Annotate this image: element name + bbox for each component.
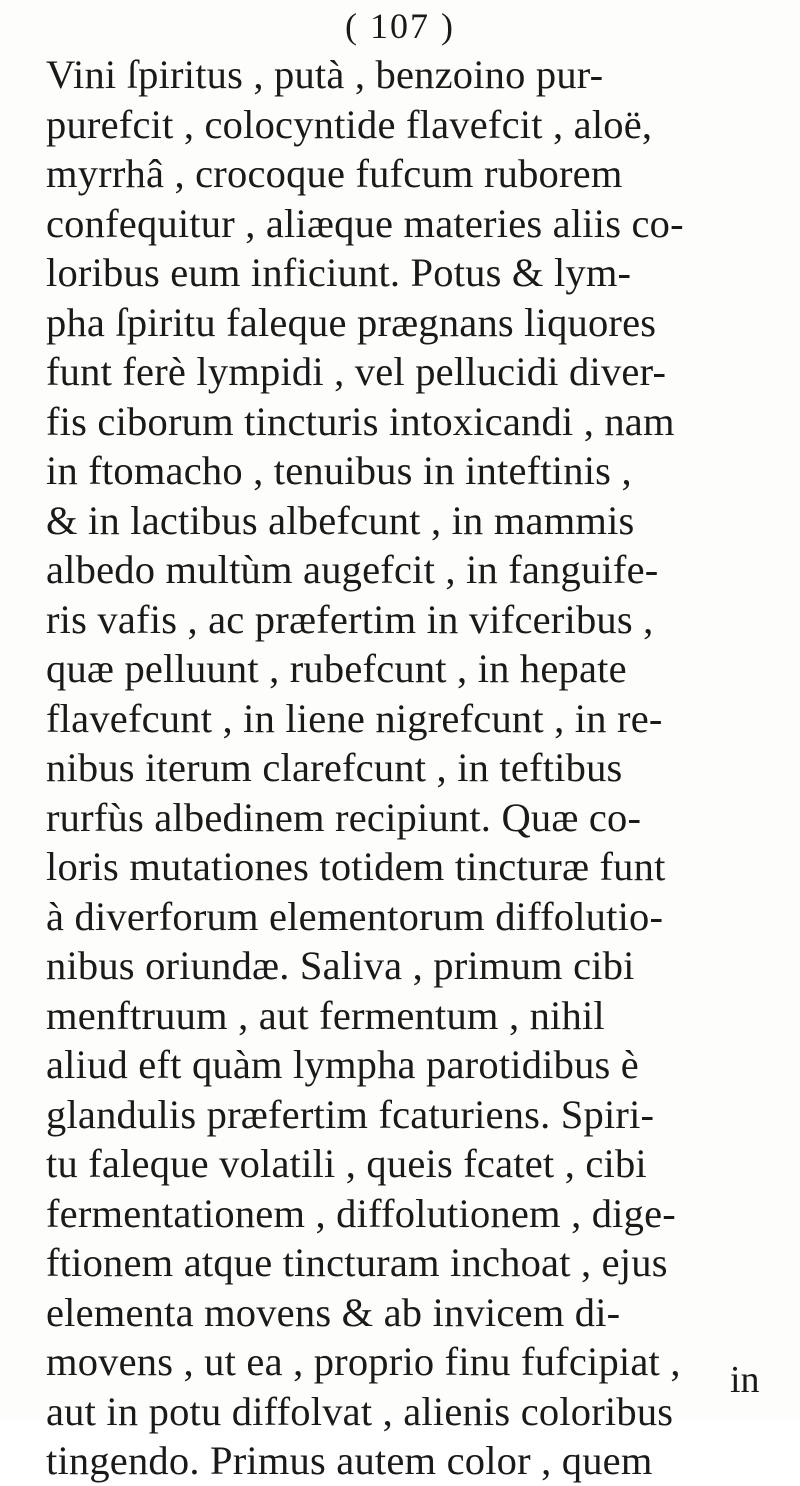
- text-line: tu faleque volatili , queis fcatet , cibi: [46, 1141, 647, 1186]
- text-line: fis ciborum tincturis intoxicandi , nam: [46, 398, 675, 444]
- page-number: ( 107 ): [345, 6, 455, 46]
- text-line: flavefcunt , in liene nigrefcunt , in re-: [46, 695, 663, 741]
- text-line: nibus oriundæ. Saliva , primum cibi: [46, 943, 635, 988]
- text-line: movens , ut ea , proprio finu fufcipiat ,: [46, 1339, 681, 1384]
- text-line: funt ferè lympidi , vel pellucidi diver-: [46, 349, 667, 394]
- text-line: rurfùs albedinem recipiunt. Quæ co-: [46, 794, 642, 840]
- text-line: nibus iterum clarefcunt , in teftibus: [46, 745, 623, 790]
- text-line: in ftomacho , tenuibus in inteftinis ,: [46, 448, 632, 493]
- text-line: myrrhâ , crocoque fufcum ruborem: [46, 151, 623, 196]
- text-line: quæ pelluunt , rubefcunt , in hepate: [46, 646, 627, 691]
- body-text: [46, 50, 786, 1486]
- text-line: ris vafis , ac præfertim in vifceribus ,: [46, 596, 654, 642]
- text-line: loris mutationes totidem tincturæ funt: [46, 844, 666, 889]
- text-line: pha ſpiritu faleque prægnans liquores: [46, 299, 657, 345]
- catchword: in: [730, 1359, 760, 1401]
- text-line: aliud eft quàm lympha parotidibus è: [46, 1042, 639, 1087]
- text-line: loribus eum inficiunt. Potus & lym-: [46, 250, 632, 295]
- text-line: à diverforum elementorum diffolutio-: [46, 893, 664, 939]
- text-line: & in lactibus albefcunt , in mammis: [46, 497, 635, 543]
- text-line: ftionem atque tincturam inchoat , ejus: [46, 1240, 668, 1285]
- text-line: aut in potu diffolvat , alienis coloribus: [46, 1388, 674, 1434]
- text-line: elementa movens & ab invicem di-: [46, 1289, 621, 1335]
- text-line: albedo multùm augefcit , in fanguife-: [46, 547, 659, 592]
- text-line: menftruum , aut fermentum , nihil: [46, 992, 605, 1038]
- text-line: glandulis præfertim fcaturiens. Spiri-: [46, 1091, 655, 1137]
- text-line: tingendo. Primus autem color , quem: [46, 1438, 653, 1483]
- text-line: Vini ſpiritus , putà , benzoino pur-: [46, 52, 604, 97]
- text-line: confequitur , aliæque materies aliis co-: [46, 200, 684, 246]
- text-line: purefcit , colocyntide flavefcit , aloë,: [46, 101, 653, 147]
- text-line: fermentationem , diffolutionem , dige-: [46, 1190, 676, 1236]
